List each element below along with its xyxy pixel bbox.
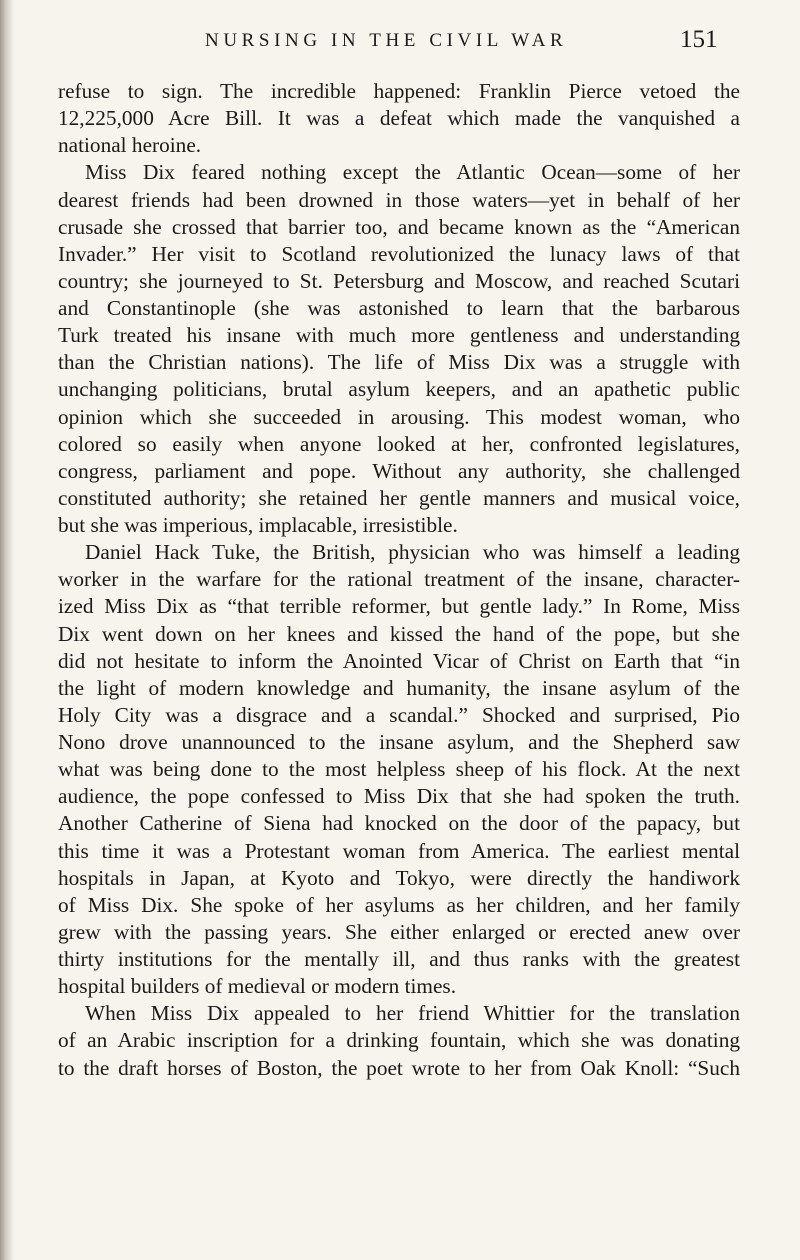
text-line: hospitals in Japan, at Kyoto and Tokyo, were directly the handiwork: [58, 865, 740, 890]
paragraph: [58, 159, 740, 539]
text-line: and Constantinople (she was astonished to learn that the barbarous: [58, 296, 740, 320]
text-line: congress, parliament and pope. Without any authority, she challenged: [58, 458, 740, 483]
text-line: than the Christian nations). The life of Miss Dix was a struggle with: [58, 350, 740, 375]
text-line: constituted authority; she retained her gentle manners and musical voice,: [58, 485, 740, 510]
paragraph: [58, 1000, 740, 1081]
text-line: of an Arabic inscription for a drinking fountain, which she was donating: [58, 1028, 740, 1053]
text-line: the light of modern knowledge and humanity, the insane asylum of the: [58, 675, 740, 700]
text-line: Turk treated his insane with much more gentleness and understanding: [58, 323, 740, 348]
paragraph: [58, 78, 740, 159]
text-line: what was being done to the most helpless sheep of his flock. At the next: [58, 757, 740, 782]
text-line: 12,225,000 Acre Bill. It was a defeat which made the vanquished a: [58, 106, 740, 131]
body-text: [58, 78, 740, 1082]
text-line: thirty institutions for the mentally ill, and thus ranks with the greatest: [58, 947, 740, 971]
text-line: Daniel Hack Tuke, the British, physician who was himself a leading: [85, 540, 740, 565]
text-line: this time it was a Protestant woman from America. The earliest mental: [58, 838, 740, 863]
text-line: colored so easily when anyone looked at her, confronted legislatures,: [58, 431, 740, 456]
binding-gutter-shadow: [0, 0, 14, 1260]
text-line: but she was imperious, implacable, irresistible.: [58, 513, 458, 537]
text-line: country; she journeyed to St. Petersburg and Moscow, and reached Scutari: [58, 268, 740, 293]
text-line: ized Miss Dix as “that terrible reformer, but gentle lady.” In Rome, Miss: [58, 594, 740, 619]
text-line: did not hesitate to inform the Anointed Vicar of Christ on Earth that “in: [58, 648, 740, 673]
running-head: NURSING IN THE CIVIL WAR: [205, 30, 568, 51]
text-line: When Miss Dix appealed to her friend Whittier for the translation: [85, 1001, 740, 1026]
text-line: Holy City was a disgrace and a scandal.” Shocked and surprised, Pio: [58, 702, 740, 727]
text-line: unchanging politicians, brutal asylum keepers, and an apathetic public: [58, 377, 740, 402]
text-line: dearest friends had been drowned in those waters—yet in behalf of her: [58, 187, 740, 212]
text-line: opinion which she succeeded in arousing. This modest woman, who: [58, 404, 740, 429]
text-line: national heroine.: [58, 133, 202, 158]
text-line: Another Catherine of Siena had knocked on the door of the papacy, but: [58, 811, 740, 836]
text-line: of Miss Dix. She spoke of her asylums as her children, and her family: [58, 892, 740, 917]
text-line: Nono drove unannounced to the insane asylum, and the Shepherd saw: [58, 730, 740, 754]
text-line: hospital builders of medieval or modern times.: [58, 974, 457, 999]
text-line: worker in the warfare for the rational treatment of the insane, character-: [58, 567, 740, 592]
text-line: crusade she crossed that barrier too, and became known as the “American: [58, 214, 740, 239]
text-line: to the draft horses of Boston, the poet wrote to her from Oak Knoll: “Such: [58, 1055, 740, 1080]
text-line: audience, the pope confessed to Miss Dix that she had spoken the truth.: [58, 784, 740, 809]
page-number: 151: [680, 26, 718, 53]
text-line: Dix went down on her knees and kissed the hand of the pope, but she: [58, 621, 740, 646]
paragraph: [58, 539, 740, 1000]
text-line: grew with the passing years. She either enlarged or erected anew over: [58, 919, 740, 944]
text-line: Invader.” Her visit to Scotland revolutionized the lunacy laws of that: [58, 241, 740, 266]
text-line: refuse to sign. The incredible happened: Franklin Pierce vetoed the: [58, 79, 740, 103]
text-line: Miss Dix feared nothing except the Atlantic Ocean—some of her: [85, 160, 740, 185]
